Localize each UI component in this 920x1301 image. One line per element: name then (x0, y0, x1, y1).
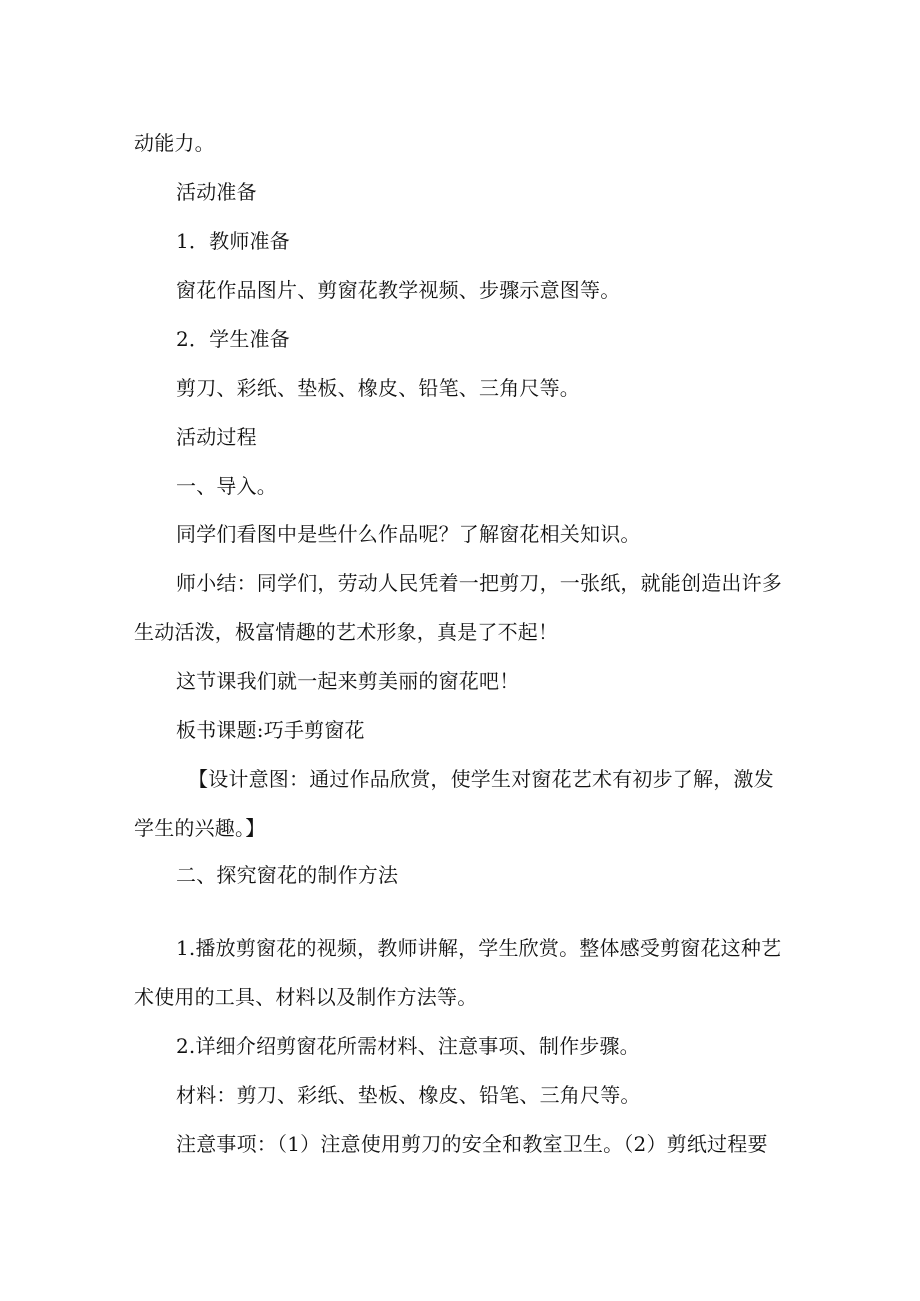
text-line: 师小结：同学们，劳动人民凭着一把剪刀，一张纸，就能创造出许多 (176, 571, 782, 595)
text-line: 1.播放剪窗花的视频，教师讲解，学生欣赏。整体感受剪窗花这种艺 (176, 936, 782, 960)
text-line: 这节课我们就一起来剪美丽的窗花吧！ (176, 669, 520, 693)
text-line: 生动活泼，极富情趣的艺术形象，真是了不起！ (134, 620, 559, 644)
subsection-heading: 1．教师准备 (176, 229, 290, 253)
text-line: 板书课题:巧手剪窗花 (176, 718, 365, 742)
section-heading: 活动准备 (176, 180, 257, 204)
text-line: 窗花作品图片、剪窗花教学视频、步骤示意图等。 (176, 278, 621, 302)
subsection-heading: 一、导入。 (176, 474, 277, 498)
subsection-heading: 2．学生准备 (176, 327, 290, 351)
text-line: 动能力。 (134, 131, 215, 155)
text-line: 剪刀、彩纸、垫板、橡皮、铅笔、三角尺等。 (176, 376, 580, 400)
text-line: 术使用的工具、材料以及制作方法等。 (134, 985, 478, 1009)
section-heading: 活动过程 (176, 425, 257, 449)
text-line: 注意事项：（1）注意使用剪刀的安全和教室卫生。（2）剪纸过程要 (176, 1132, 768, 1156)
text-line: 2.详细介绍剪窗花所需材料、注意事项、制作步骤。 (176, 1034, 640, 1058)
text-line: 材料：剪刀、彩纸、垫板、橡皮、铅笔、三角尺等。 (176, 1083, 641, 1107)
text-line: 同学们看图中是些什么作品呢？了解窗花相关知识。 (176, 522, 641, 546)
section-heading: 二、探究窗花的制作方法 (176, 863, 399, 887)
design-intent-line: 学生的兴趣。】 (134, 816, 266, 840)
design-intent-line: 【设计意图：通过作品欣赏，使学生对窗花艺术有初步了解，激发 (188, 767, 774, 791)
